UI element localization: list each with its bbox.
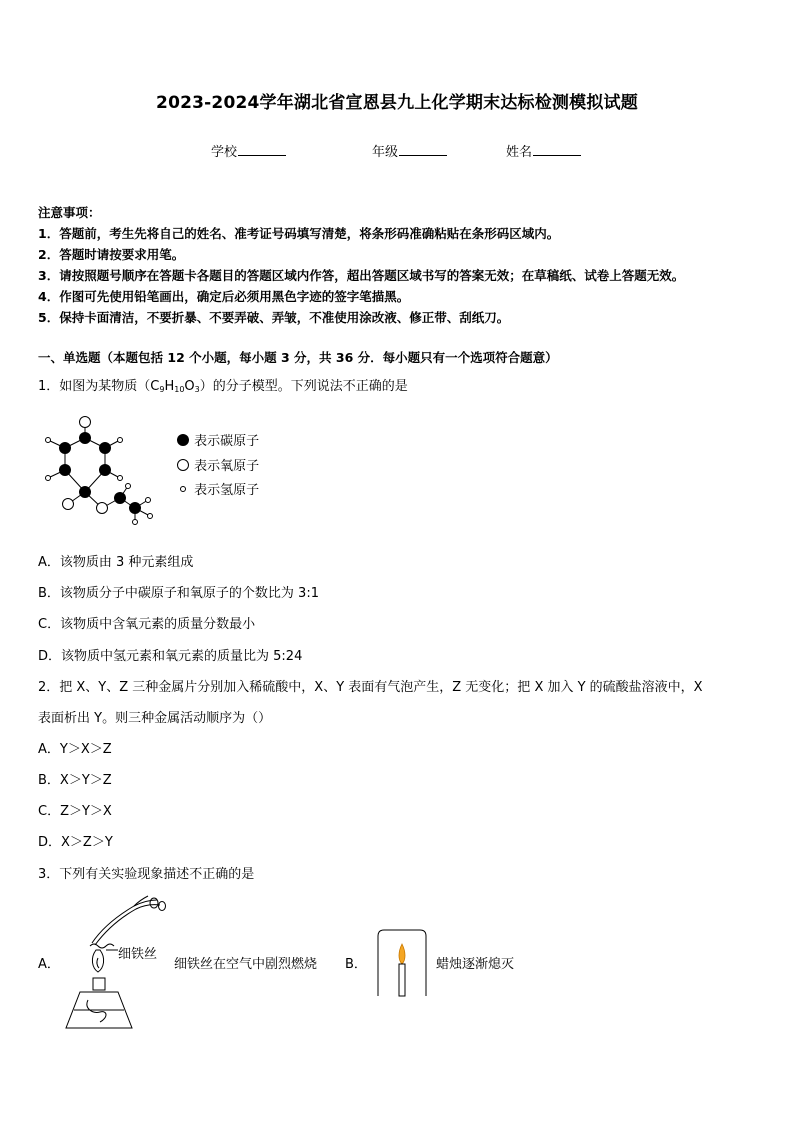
- hydrogen-atom-icon: [46, 438, 51, 443]
- question-3-option-a-description: 细铁丝在空气中剧烈燃烧: [174, 957, 318, 972]
- iron-wire-coil-icon: [90, 944, 114, 948]
- name-blank: [533, 143, 581, 156]
- flame-icon: [92, 950, 103, 972]
- hydrogen-atom-icon: [126, 484, 131, 489]
- candle-flame-icon: [399, 944, 405, 964]
- carbon-atom-icon: [59, 442, 71, 454]
- oxygen-atom-icon: [176, 458, 190, 472]
- section-heading: [38, 348, 558, 366]
- note-item: 2．答题时请按要求用笔。: [38, 247, 185, 262]
- legend-carbon: 表示碳原子: [176, 430, 259, 449]
- carbon-atom-icon: [99, 464, 111, 476]
- notes-heading: 注意事项：: [38, 205, 101, 220]
- page-title: 2023-2024学年湖北省宣恩县九上化学期末达标检测模拟试题: [156, 93, 638, 113]
- hydrogen-atom-icon: [46, 476, 51, 481]
- question-3-stem: 3．下列有关实验现象描述不正确的是: [38, 867, 255, 882]
- oxygen-atom-icon: [63, 499, 74, 510]
- question-2-stem-line-1: 2．把 X、Y、Z 三种金属片分别加入稀硫酸中，X、Y 表面有气泡产生，Z 无变化；把 X 加入 Y 的硫酸盐溶液中，X: [38, 680, 703, 695]
- section-title: 一、单选题: [38, 350, 101, 365]
- grade-blank: [399, 143, 447, 156]
- question-2-option-b: B．X＞Y＞Z: [38, 773, 112, 788]
- hydrogen-atom-icon: [118, 476, 123, 481]
- carbon-atom-icon: [129, 502, 141, 514]
- legend-oxygen: 表示氧原子: [176, 455, 259, 474]
- iron-wire-label: 细铁丝: [118, 947, 158, 962]
- carbon-atom-icon: [59, 464, 71, 476]
- school-label: 学校: [211, 145, 238, 160]
- name-field: [506, 141, 581, 160]
- question-3-option-b-description: 蜡烛逐渐熄灭: [436, 957, 515, 972]
- hydrogen-atom-icon: [133, 520, 138, 525]
- note-item: 1．答题前，考生先将自己的姓名、准考证号码填写清楚，将条形码准确粘贴在条形码区域内。: [38, 226, 560, 241]
- name-label: 姓名: [506, 145, 533, 160]
- question-3-option-a-letter: A．: [38, 957, 60, 972]
- oxygen-atom-icon: [80, 417, 91, 428]
- hydrogen-atom-icon: [146, 498, 151, 503]
- school-field: [211, 141, 286, 160]
- candle-in-jar-figure: [374, 928, 430, 998]
- question-1-stem: 1．如图为某物质$(C_9H_{10}O_3)$的分子模型。下列说法不正确的是: [38, 379, 408, 394]
- school-blank: [238, 143, 286, 156]
- molecule-model-figure: [40, 410, 170, 530]
- grade-label: 年级: [372, 145, 399, 160]
- legend-hydrogen: 表示氢原子: [176, 479, 259, 498]
- note-item: 4．作图可先使用铅笔画出，确定后必须用黑色字迹的签字笔描黑。: [38, 289, 410, 304]
- burner-wick-holder: [93, 978, 105, 990]
- question-1-option-b: B．该物质分子中碳原子和氧原子的个数比为 3:1: [38, 586, 319, 601]
- carbon-atom-icon: [114, 492, 126, 504]
- carbon-atom-icon: [79, 432, 91, 444]
- question-2-stem-line-2: 表面析出 Y。则三种金属活动顺序为（）: [38, 711, 272, 726]
- hydrogen-atom-icon: [176, 482, 190, 496]
- carbon-atom-icon: [99, 442, 111, 454]
- question-2-option-c: C．Z＞Y＞X: [38, 804, 112, 819]
- candle-icon: [399, 964, 405, 996]
- oxygen-atom-icon: [97, 503, 108, 514]
- hydrogen-atom-icon: [118, 438, 123, 443]
- question-3-option-b-letter: B．: [345, 957, 367, 972]
- grade-field: [372, 141, 447, 160]
- note-item: 3．请按照题号顺序在答题卡各题目的答题区域内作答，超出答题区域书写的答案无效；在草稿纸、试卷上答题无效。: [38, 268, 685, 283]
- section-detail: （本题包括 12 个小题，每小题 3 分，共 36 分．每小题只有一个选项符合题意）: [100, 350, 558, 365]
- carbon-atom-icon: [176, 433, 190, 447]
- question-2-option-a: A．Y＞X＞Z: [38, 742, 112, 757]
- question-1-option-c: C．该物质中含氧元素的质量分数最小: [38, 617, 256, 632]
- question-1-option-d: D．该物质中氢元素和氧元素的质量比为 5:24: [38, 649, 303, 664]
- note-item: 5．保持卡面清洁，不要折暴、不要弄破、弄皱，不准使用涂改液、修正带、刮纸刀。: [38, 310, 510, 325]
- question-1-option-a: A．该物质由 3 种元素组成: [38, 555, 194, 570]
- carbon-atom-icon: [79, 486, 91, 498]
- question-2-option-d: D．X＞Z＞Y: [38, 835, 113, 850]
- hydrogen-atom-icon: [148, 514, 153, 519]
